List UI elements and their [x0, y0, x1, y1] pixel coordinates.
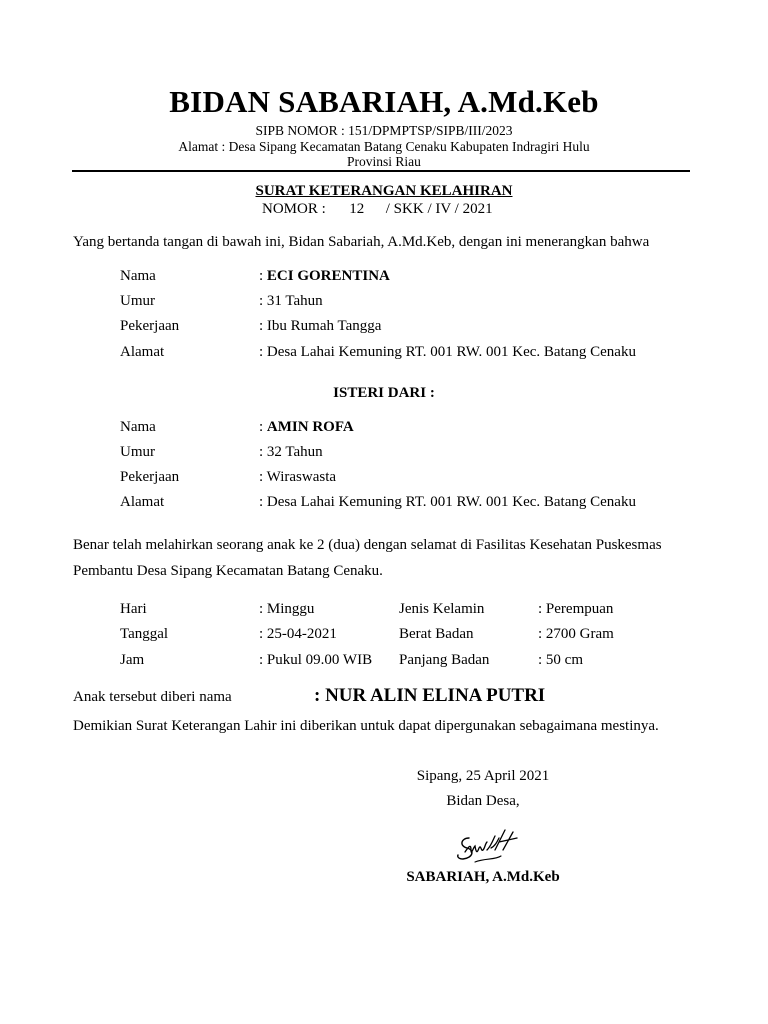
- birth-day: Minggu: [266, 601, 315, 617]
- letter-number-value: 12: [349, 201, 365, 217]
- weight-label: Berat Badan: [399, 626, 474, 642]
- length-value: : 50 cm: [538, 652, 583, 668]
- father-job: Wiraswasta: [266, 469, 337, 485]
- father-address-label: Alamat: [120, 494, 165, 510]
- birth-day-value: : Minggu: [259, 601, 315, 617]
- birth-day-label: Hari: [120, 601, 147, 617]
- gender-value: : Perempuan: [538, 601, 614, 617]
- father-job-value: : Wiraswasta: [259, 469, 337, 485]
- intro-text: Yang bertanda tangan di bawah ini, Bidan Sabariah, A.Md.Keb, dengan ini menerangkan bahwa: [73, 234, 650, 250]
- length-label: Panjang Badan: [399, 652, 490, 668]
- signer-role: Bidan Desa,: [446, 793, 520, 809]
- father-address: Desa Lahai Kemuning RT. 001 RW. 001 Kec. Batang Cenaku: [266, 494, 636, 510]
- birth-time: Pukul 09.00 WIB: [266, 652, 373, 668]
- spouse-heading: ISTERI DARI :: [333, 385, 435, 401]
- father-name-value: : AMIN ROFA: [259, 419, 354, 435]
- header-divider: [72, 170, 690, 172]
- father-name-label: Nama: [120, 419, 156, 435]
- birth-date-value: : 25-04-2021: [259, 626, 337, 642]
- statement-line-1: Benar telah melahirkan seorang anak ke 2 (dua) dengan selamat di Fasilitas Kesehatan Puskesmas: [73, 537, 662, 553]
- birth-date: 25-04-2021: [266, 626, 337, 642]
- mother-name: ECI GORENTINA: [266, 268, 390, 284]
- letter-number-label: NOMOR :: [262, 201, 326, 217]
- birth-time-value: : Pukul 09.00 WIB: [259, 652, 373, 668]
- sipb-number: SIPB NOMOR : 151/DPMPTSP/SIPB/III/2023: [255, 123, 513, 138]
- gender-label: Jenis Kelamin: [399, 601, 485, 617]
- closing-text: Demikian Surat Keterangan Lahir ini diberikan untuk dapat dipergunakan sebagaimana mestinya.: [73, 718, 659, 734]
- father-name: AMIN ROFA: [266, 419, 354, 435]
- child-name: : NUR ALIN ELINA PUTRI: [314, 685, 546, 706]
- mother-name-value: : ECI GORENTINA: [259, 268, 390, 284]
- place-date: Sipang, 25 April 2021: [416, 768, 550, 784]
- father-age: 32 Tahun: [266, 444, 323, 460]
- weight: 2700 Gram: [545, 626, 614, 642]
- letter-title: SURAT KETERANGAN KELAHIRAN: [255, 183, 513, 199]
- signer-name: SABARIAH, A.Md.Keb: [406, 869, 560, 885]
- father-address-value: : Desa Lahai Kemuning RT. 001 RW. 001 Kec. Batang Cenaku: [259, 494, 636, 510]
- letter-number-suffix: / SKK / IV / 2021: [385, 201, 493, 217]
- handwritten-signature: [455, 828, 525, 870]
- mother-age-value: : 31 Tahun: [259, 293, 323, 309]
- address-line-2: Provinsi Riau: [347, 154, 421, 169]
- mother-job: Ibu Rumah Tangga: [266, 318, 382, 334]
- mother-address-label: Alamat: [120, 344, 165, 360]
- mother-age-label: Umur: [120, 293, 155, 309]
- child-name-label: Anak tersebut diberi nama: [73, 689, 232, 705]
- mother-age: 31 Tahun: [266, 293, 323, 309]
- mother-name-label: Nama: [120, 268, 156, 284]
- mother-job-label: Pekerjaan: [120, 318, 180, 334]
- birth-time-label: Jam: [120, 652, 145, 668]
- midwife-name-heading: BIDAN SABARIAH, A.Md.Keb: [169, 84, 599, 119]
- mother-job-value: : Ibu Rumah Tangga: [259, 318, 382, 334]
- father-age-label: Umur: [120, 444, 155, 460]
- letter-number: [262, 201, 493, 218]
- address-line-1: Alamat : Desa Sipang Kecamatan Batang Cenaku Kabupaten Indragiri Hulu: [178, 139, 590, 154]
- mother-address-value: : Desa Lahai Kemuning RT. 001 RW. 001 Kec. Batang Cenaku: [259, 344, 636, 360]
- weight-value: : 2700 Gram: [538, 626, 614, 642]
- birth-date-label: Tanggal: [120, 626, 169, 642]
- father-age-value: : 32 Tahun: [259, 444, 323, 460]
- mother-address: Desa Lahai Kemuning RT. 001 RW. 001 Kec. Batang Cenaku: [266, 344, 636, 360]
- gender: Perempuan: [545, 601, 614, 617]
- length: 50 cm: [545, 652, 583, 668]
- statement-line-2: Pembantu Desa Sipang Kecamatan Batang Cenaku.: [73, 563, 383, 579]
- father-job-label: Pekerjaan: [120, 469, 180, 485]
